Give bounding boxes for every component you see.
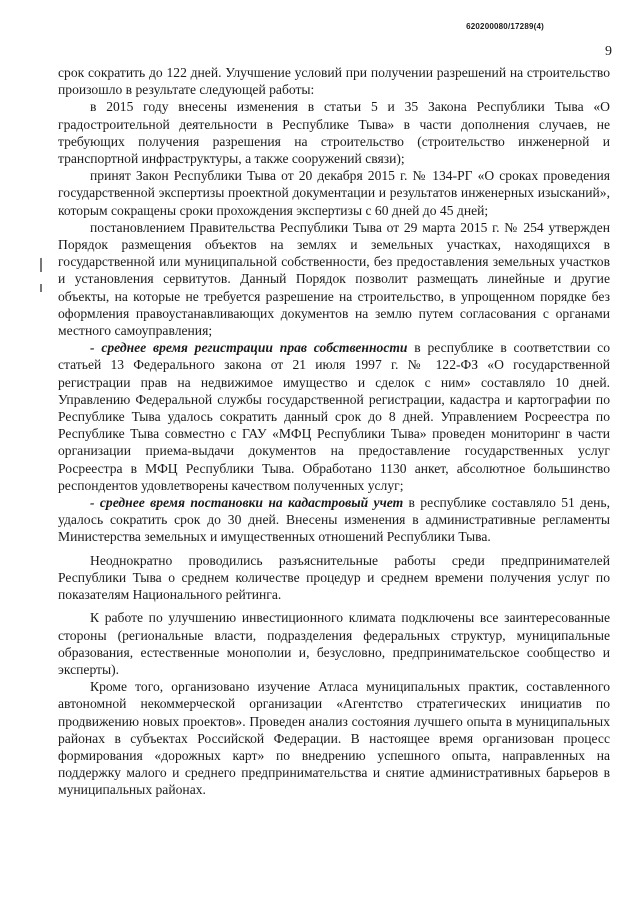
paragraph-municipal-practices: Кроме того, организовано изучение Атласа муниципальных практик, составленного автономной некоммерческой организации «Агентство стратегических инициатив по продвижению новых проектов». Проведен анализ состояния лучшего опыта в муниципальных районах в субъектах Российской Федерации. В настоящее время организован процесс формирования «дорожных карт» по внедрению успешного опыта, направленных на поддержку малого и среднего предпринимательства и снятие административных барьеров в муниципальных районах. — [58, 679, 610, 798]
paragraph-expertise-law: принят Закон Республики Тыва от 20 декабря 2015 г. № 134-РГ «О сроках проведения государственной экспертизы проектной документации и результатов инженерных изысканий», которым сокращены сроки прохождения экспертизы с 60 дней до 45 дней; — [58, 168, 610, 218]
paragraph-explanatory-work: Неоднократно проводились разъяснительные работы среди предпринимателей Республики Тыва о среднем количестве процедур и среднем времени получения услуг по показателям Национального рейтинга. — [58, 552, 610, 603]
property-registration-text: в республике в соответствии со статьей 13 Федерального закона от 21 июля 1997 г. № 122-ФЗ «О государственной регистрации прав на недвижимое имущество и сделок с ним» составляло 10 дней. Управлению Федеральной службы государственной регистрации, кадастра и картографии по Республике Тыва удалось сократить данный срок до 8 дней. Управлением Росреестра по Республике Тыва совместно с ГАУ «МФЦ Республики Тыва» проведен мониторинг в части организации приема-выдачи документов на предоставление государственных услуг Росреестра в МФЦ Республики Тыва. Обработано 1130 анкет, абсолютное большинство респондентов удовлетворены качеством полученных услуг; — [58, 340, 610, 493]
paragraph-government-resolution: постановлением Правительства Республики Тыва от 29 марта 2015 г. № 254 утвержден Порядок размещения объектов на землях и земельных участках, находящихся в государственной или муниципальной собственности, без предоставления земельных участков и установления сервитутов. Данный Порядок позволит размещать линейные и другие объекты, на которые не требуется разрешение на строительство, в упрощенном порядке без оформления правоустанавливающих документов на землю путем согласования с органами местного самоуправления; — [58, 219, 610, 339]
document-body — [58, 64, 610, 799]
paragraph-property-registration — [58, 339, 610, 494]
cadastral-registration-heading: - среднее время постановки на кадастровый учет — [90, 495, 404, 511]
document-code: 620200080/17289(4) — [466, 22, 544, 31]
page-number: 9 — [605, 44, 612, 59]
property-registration-heading: - среднее время регистрации прав собственности — [90, 340, 408, 356]
scan-edge-mark — [40, 284, 42, 292]
paragraph-cadastral-registration — [58, 494, 610, 546]
paragraph-urban-planning-law: в 2015 году внесены изменения в статьи 5 и 35 Закона Республики Тыва «О градостроительной деятельности в Республике Тыва» в части дополнения случаев, не требующих получения разрешения на строительство (строительство инженерной и транспортной инфраструктуры, а также сооружений связи); — [58, 99, 610, 167]
cadastral-registration-text: в республике составляло 51 день, удалось сократить срок до 30 дней. Внесены изменения в административные регламенты Министерства земельных и имущественных отношений Республики Тыва. — [58, 495, 610, 545]
paragraph-stakeholders: К работе по улучшению инвестиционного климата подключены все заинтересованные стороны (региональные власти, подразделения федеральных структур, муниципальные образования, естественные монополии и, безусловно, предпринимательское сообщество и эксперты). — [58, 610, 610, 677]
paragraph-permits-intro: срок сократить до 122 дней. Улучшение условий при получении разрешений на строительство произошло в результате следующей работы: — [58, 65, 610, 98]
scan-edge-mark — [40, 258, 42, 272]
